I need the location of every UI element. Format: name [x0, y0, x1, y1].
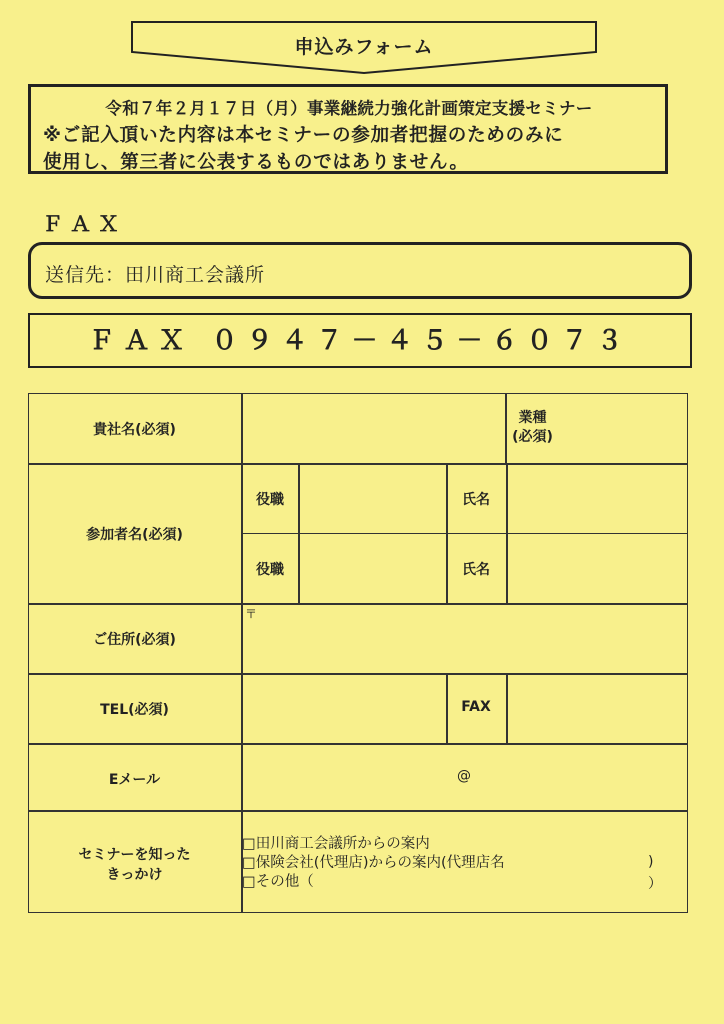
address-label: ご住所(必須)	[93, 632, 176, 648]
tel-label: TEL(必須)	[100, 702, 169, 718]
position-label-2: 役職	[256, 562, 284, 578]
column-divider	[506, 673, 508, 743]
industry-label: 業種 (必須)	[512, 410, 553, 445]
company-label: 貴社名(必須)	[93, 422, 176, 438]
industry-field[interactable]	[560, 395, 686, 461]
row-divider	[28, 673, 688, 675]
postal-mark: 〒	[244, 607, 257, 621]
fax-heading: ＦＡＸ	[42, 212, 126, 236]
referral-option-other[interactable]: □その他（	[242, 874, 314, 890]
referral-option-chamber[interactable]: □田川商工会議所からの案内	[242, 836, 430, 852]
column-divider	[446, 463, 448, 603]
form-title: 申込みフォーム	[294, 36, 434, 58]
fax-label: FAX	[461, 699, 491, 715]
column-divider	[298, 463, 300, 603]
form-title-banner	[130, 20, 598, 75]
email-at-sign: @	[457, 768, 471, 784]
row-divider	[28, 743, 688, 745]
privacy-notice-line-2: 使用し、第三者に公表するものではありません。	[43, 152, 469, 173]
column-divider	[506, 463, 508, 603]
row-divider	[28, 463, 688, 465]
close-paren-2: ）	[648, 876, 662, 892]
destination-box: 送信先：田川商工会議所	[28, 242, 692, 299]
referral-label: セミナーを知った きっかけ	[78, 847, 191, 883]
seminar-title: 令和７年２月１７日（月）事業継続力強化計画策定支援セミナー	[105, 99, 593, 118]
row-divider	[28, 603, 688, 605]
name-label-2: 氏名	[462, 562, 490, 578]
row-divider	[28, 810, 688, 812]
referral-options	[242, 835, 505, 892]
row-divider	[242, 533, 688, 534]
privacy-notice-line-1: ※ご記入頂いた内容は本セミナーの参加者把握のためのみに	[43, 125, 564, 146]
email-label: Eメール	[108, 772, 161, 788]
privacy-notice-box	[28, 84, 668, 174]
participant-label: 参加者名(必須)	[86, 527, 183, 543]
close-paren-1: )	[648, 854, 654, 870]
fax-number: ＦＡＸ ０９４７－４５－６０７３	[28, 313, 692, 368]
referral-option-insurance[interactable]: □保険会社(代理店)からの案内(代理店名	[242, 855, 505, 871]
position-label: 役職	[256, 492, 284, 508]
name-label: 氏名	[462, 492, 490, 508]
